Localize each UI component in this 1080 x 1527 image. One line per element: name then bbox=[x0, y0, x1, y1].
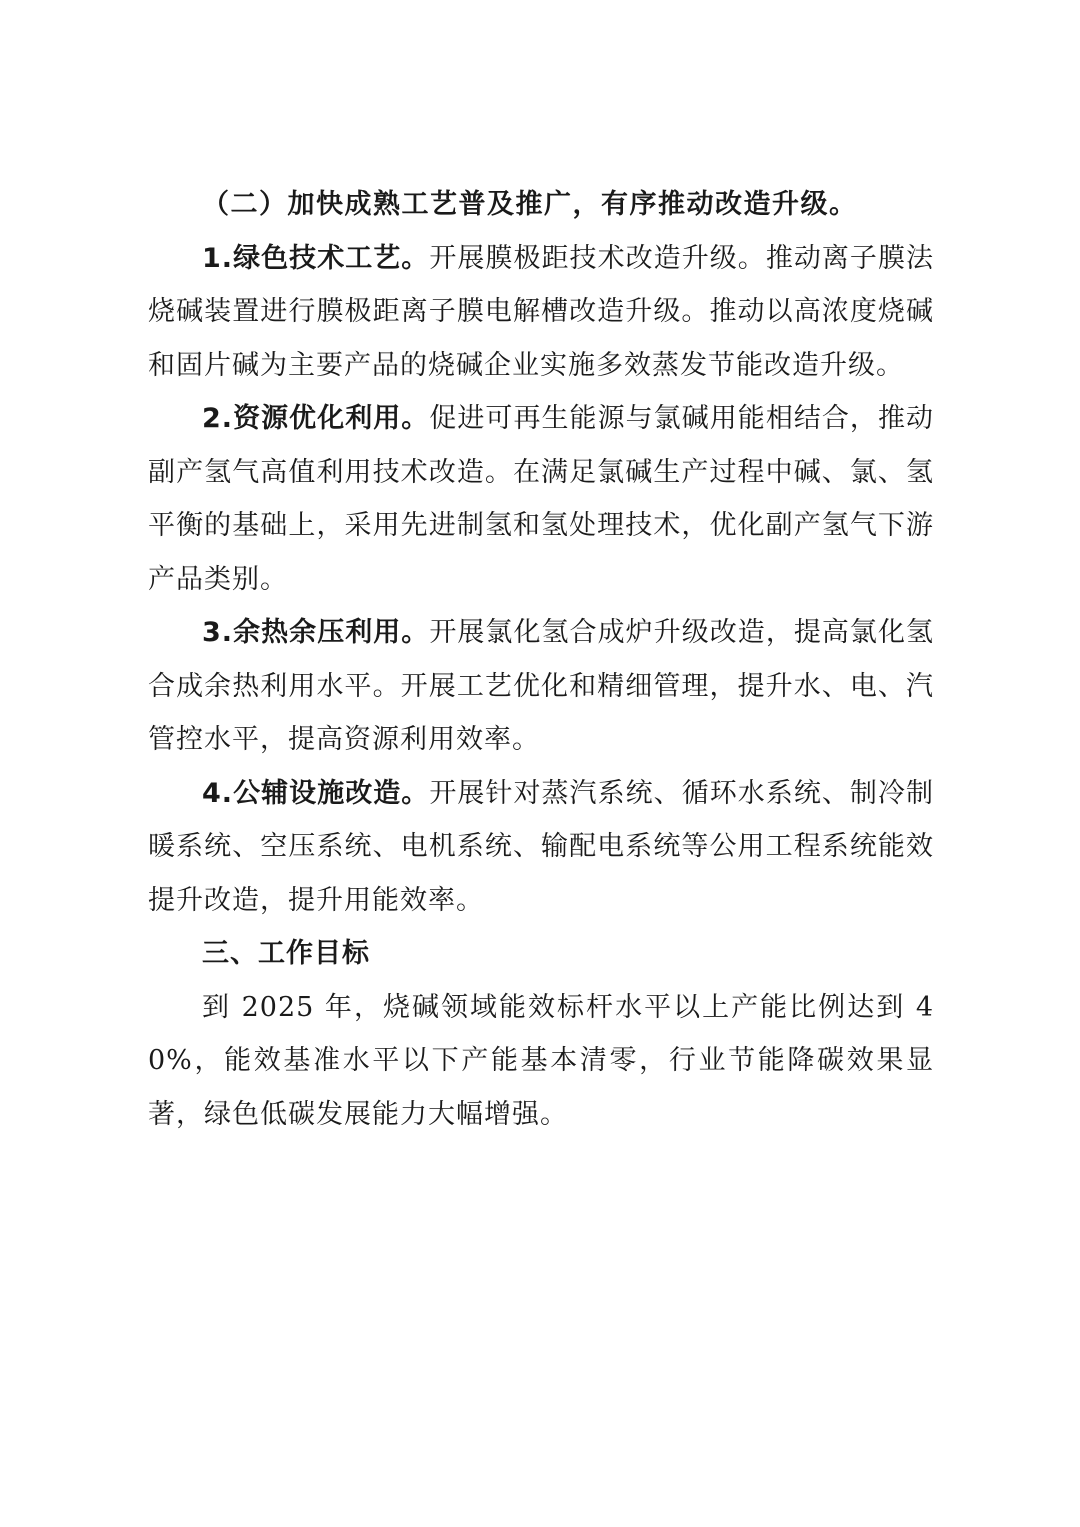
item-title: 1.绿色技术工艺。 bbox=[202, 242, 430, 274]
item-title: 3.余热余压利用。 bbox=[202, 617, 430, 648]
section-two-heading: （二）加快成熟工艺普及推广，有序推动改造升级。 bbox=[202, 189, 858, 220]
item-body: 开展膜极距技术改造升级。推动离子膜法烧碱装置进行膜极距离子膜电解槽改造升级。推动以高浓度烧碱和固片碱为主要产品的烧碱企业实施多效蒸发节能改造升级。 bbox=[148, 242, 935, 381]
item-body: 促进可再生能源与氯碱用能相结合，推动副产氢气高值利用技术改造。在满足氯碱生产过程中碱、氯、氢平衡的基础上，采用先进制氢和氢处理技术，优化副产氢气下游产品类别。 bbox=[148, 403, 935, 595]
item-title: 4.公辅设施改造。 bbox=[202, 777, 430, 809]
item-body: 开展氯化氢合成炉升级改造，提高氯化氢合成余热利用水平。开展工艺优化和精细管理，提升水、电、汽管控水平，提高资源利用效率。 bbox=[148, 617, 935, 755]
item-green-technology bbox=[148, 232, 934, 393]
item-public-facilities bbox=[148, 767, 934, 928]
item-resource-optimization bbox=[148, 392, 934, 606]
item-waste-heat bbox=[148, 606, 934, 767]
item-body: 开展针对蒸汽系统、循环水系统、制冷制暖系统、空压系统、电机系统、输配电系统等公用工程系统能效提升改造，提升用能效率。 bbox=[148, 777, 935, 916]
document-page bbox=[148, 178, 934, 1141]
item-title: 2.资源优化利用。 bbox=[202, 403, 430, 434]
section-three-heading: 三、工作目标 bbox=[202, 938, 370, 969]
goal-paragraph: 到 2025 年，烧碱领域能效标杆水平以上产能比例达到 40%，能效基准水平以下产能基本清零，行业节能降碳效果显著，绿色低碳发展能力大幅增强。 bbox=[148, 991, 934, 1130]
